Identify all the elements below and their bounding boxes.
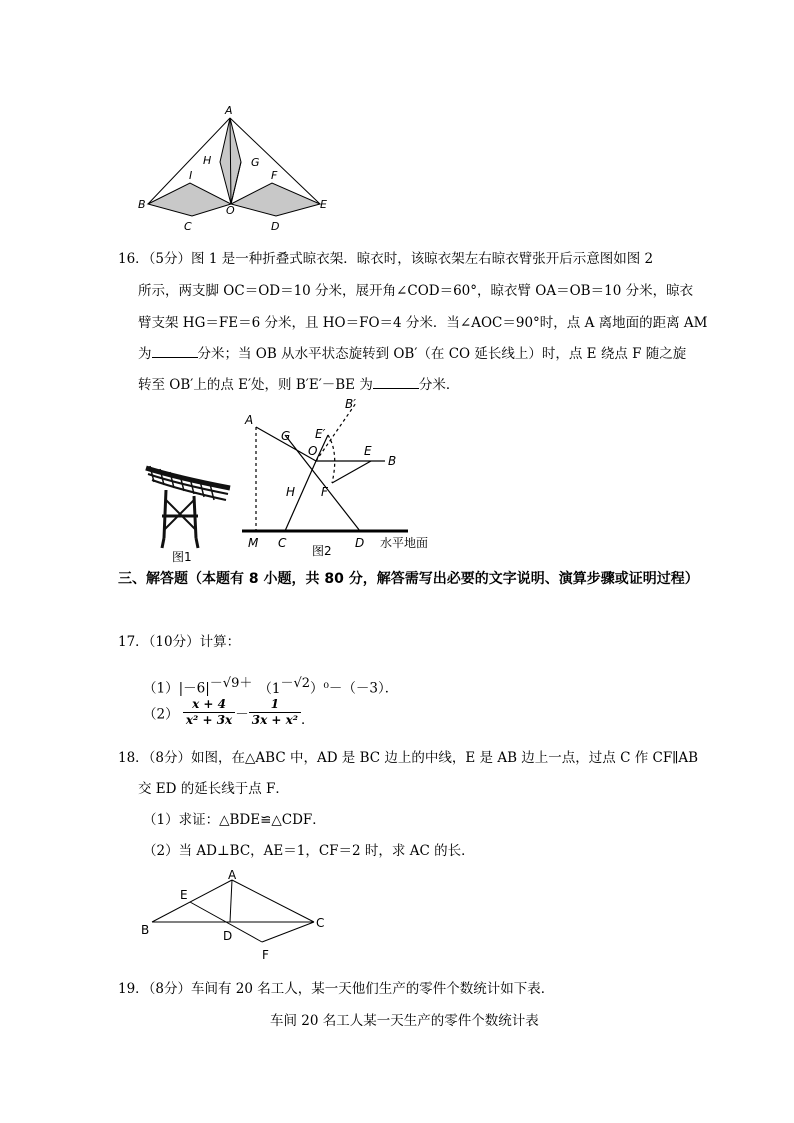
q16-line-1	[118, 250, 653, 268]
kite-right-lower	[231, 183, 320, 216]
fraction-1	[183, 697, 235, 728]
q19-table-title: 车间 20 名工人某一天生产的零件个数统计表	[270, 1013, 539, 1029]
label-H: H	[286, 485, 296, 499]
label-H: H	[203, 154, 212, 167]
arc-rotation	[328, 435, 335, 483]
line-CF	[262, 922, 314, 942]
q16-line-3: 臂支架 HG＝FE＝6 分米，且 HO＝FO＝4 分米．当∠AOC＝90°时，点 A 离地面的距离 AM	[138, 315, 708, 331]
fraction-2	[249, 697, 301, 728]
label-A: A	[228, 870, 237, 882]
figure-2-diagram	[240, 395, 450, 560]
fraction-1-denominator: x² + 3x	[185, 713, 233, 727]
q17-p1-abs: |－6|	[178, 680, 210, 697]
label-G: G	[251, 156, 260, 169]
q17-p2-minus: －	[235, 706, 249, 723]
q17-part-2	[143, 697, 315, 728]
line-EF	[332, 461, 371, 483]
answer-blank-2[interactable]	[373, 376, 419, 389]
label-A: A	[245, 413, 254, 427]
label-B: B	[388, 454, 397, 468]
label-F: F	[321, 485, 328, 499]
q17-p2-prefix: （2）	[143, 706, 179, 723]
q17-p1-sqrt2: －√2	[280, 676, 310, 691]
line-AC	[232, 880, 314, 922]
q17-title: 17．（10分）计算：	[118, 634, 241, 650]
q16-text-5b: 分米．	[418, 377, 460, 393]
label-G: G	[281, 429, 291, 443]
label-C: C	[316, 916, 325, 930]
label-C: C	[278, 536, 287, 550]
q16-line-5	[138, 376, 459, 394]
label-C: C	[184, 220, 192, 233]
figure-2-caption: 图2	[312, 544, 332, 558]
q17-p1-prefix: （1）	[143, 680, 179, 697]
line-BA	[152, 880, 232, 922]
figure-1-caption: 图1	[172, 550, 192, 564]
figure-1-drying-rack	[138, 460, 238, 565]
label-E-prime: E′	[315, 427, 326, 441]
figure-q15	[130, 100, 340, 235]
q17-p1-paren: （1	[258, 680, 281, 697]
q18-line-1: 18．（8分）如图，在△ABC 中，AD 是 BC 边上的中线，E 是 AB 边上一点，过点 C 作 CF∥AB	[118, 750, 699, 766]
q16-line-4	[138, 345, 686, 363]
label-D: D	[223, 929, 233, 943]
figure-q18	[138, 870, 338, 962]
label-F: F	[262, 948, 269, 962]
line-GD	[285, 435, 360, 531]
label-O: O	[308, 444, 318, 458]
q16-text-1: 图 1 是一种折叠式晾衣架．晾衣时，该晾衣架左右晾衣臂张开后示意图如图 2	[191, 251, 654, 267]
q17-p1-sqrt9: －√9＋	[209, 676, 253, 691]
label-I: I	[189, 169, 193, 182]
q16-line-2: 所示，两支脚 OC＝OD＝10 分米，展开角∠COD＝60°，晾衣臂 OA＝OB＝10 分米，晾衣	[138, 283, 694, 299]
label-D: D	[355, 536, 365, 550]
q16-text-4b: 分米；当 OB 从水平状态旋转到 OB′（在 CO 延长线上）时，点 E 绕点 F 随之旋	[197, 346, 687, 362]
fraction-2-denominator: 3x + x²	[251, 713, 299, 727]
q18-part-1: （1）求证：△BDE≌△CDF．	[143, 812, 326, 828]
label-O: O	[226, 204, 235, 217]
label-F: F	[271, 169, 278, 182]
ground-label: 水平地面	[380, 536, 429, 550]
q17-p2-end: ．	[301, 712, 315, 728]
label-M: M	[248, 536, 259, 550]
q18-part-2: （2）当 AD⊥BC，AE＝1，CF＝2 时，求 AC 的长．	[143, 843, 475, 859]
q16-text-5a: 转至 OB′上的点 E′处，则 B′E′－BE 为	[138, 377, 373, 393]
q17-part-1	[143, 675, 398, 698]
label-B: B	[141, 923, 150, 937]
label-E: E	[320, 198, 327, 211]
label-E: E	[364, 444, 372, 458]
fraction-2-numerator: 1	[249, 697, 301, 713]
line-AD	[230, 880, 232, 922]
label-B: B	[138, 198, 146, 211]
q16-number: 16．（5分）	[118, 251, 192, 267]
q18-line-2: 交 ED 的延长线于点 F．	[138, 781, 289, 797]
section-3-heading: 三、解答题（本题有 8 小题，共 80 分，解答需写出必要的文字说明、演算步骤或证明过程）	[118, 571, 699, 587]
answer-blank-1[interactable]	[152, 345, 198, 358]
fraction-1-numerator: x + 4	[183, 697, 235, 713]
q17-p1-end: ）⁰－（－3）．	[310, 680, 399, 697]
q16-text-4a: 为	[138, 346, 152, 362]
kite-left-lower	[148, 183, 231, 216]
label-D: D	[271, 220, 280, 233]
label-A: A	[225, 104, 233, 117]
label-B-prime: B′	[345, 397, 356, 411]
label-E: E	[180, 888, 188, 902]
q19-line-1: 19．（8分）车间有 20 名工人，某一天他们生产的零件个数统计如下表．	[118, 981, 555, 997]
